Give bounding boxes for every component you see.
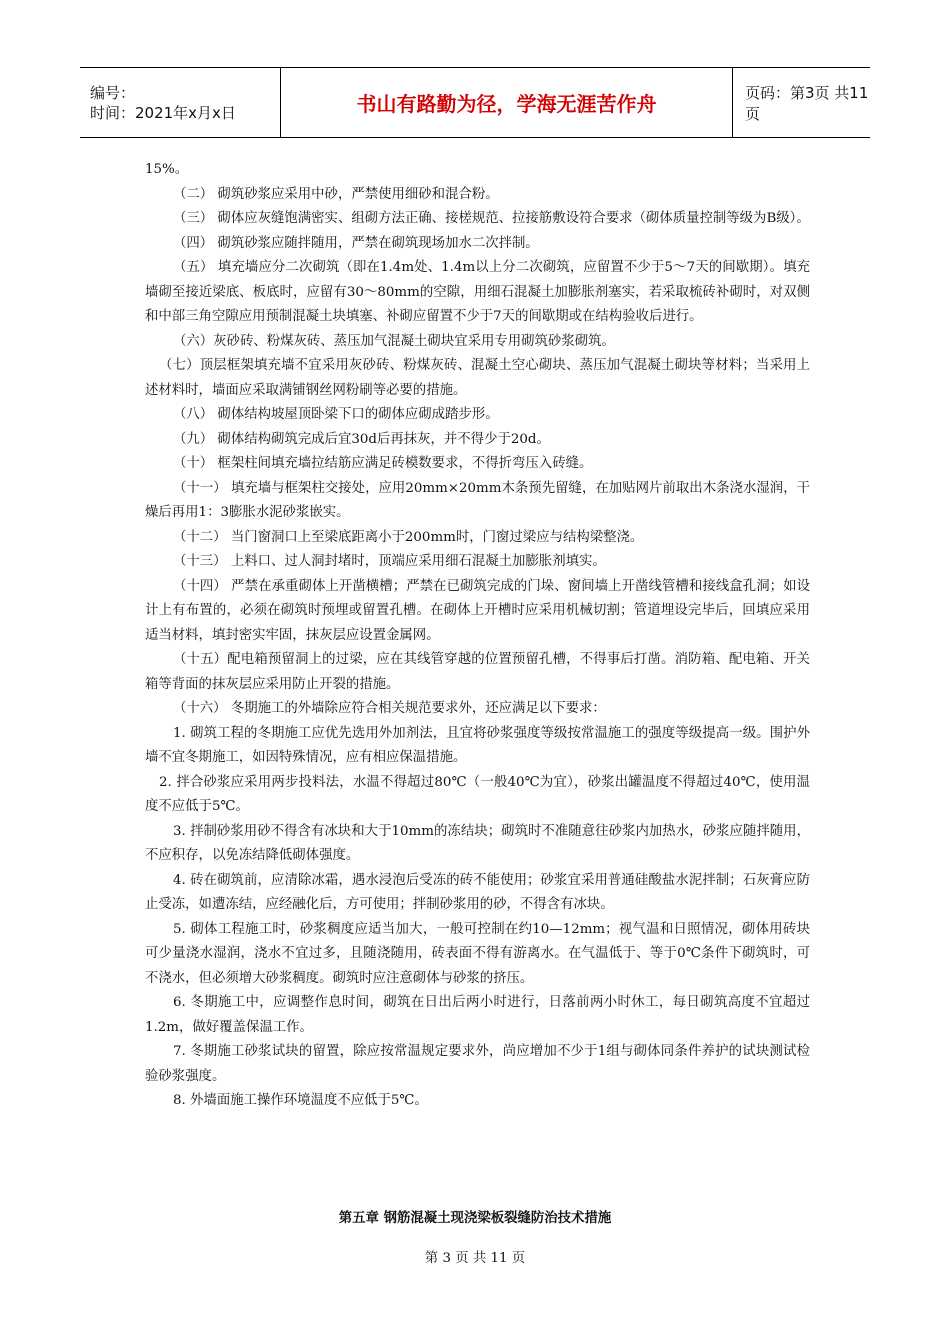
paragraph: 4. 砖在砌筑前，应清除冰霜，遇水浸泡后受冻的砖不能使用；砂浆宜采用普通硅酸盐水泥拌制；石灰膏应防止受冻，如遭冻结，应经融化后，方可使用；拌制砂浆用的砂，不得含有冰块。 [145, 872, 810, 912]
paragraph: （八） 砌体结构坡屋顶卧梁下口的砌体应砌成踏步形。 [173, 407, 499, 422]
document-date: 时间：2021年x月x日 [90, 103, 236, 122]
paragraph: （十五）配电箱预留洞上的过梁，应在其线管穿越的位置预留孔槽，不得事后打凿。消防箱、配电箱、开关箱等背面的抹灰层应采用防止开裂的措施。 [145, 652, 810, 692]
document-number-label: 编号： [90, 83, 136, 102]
paragraph: （九） 砌体结构砌筑完成后宜30d后再抹灰，并不得少于20d。 [173, 431, 550, 447]
paragraph: 8. 外墙面施工操作环境温度不应低于5℃。 [173, 1093, 428, 1108]
paragraph: 2. 拌合砂浆应采用两步投料法，水温不得超过80℃（一般40℃为宜），砂浆出罐温度不得超过40℃，使用温度不应低于5℃。 [145, 774, 810, 814]
header-page-number: 页码：第3页 共11页 [745, 83, 869, 123]
paragraph: （七）顶层框架填充墙不宜采用灰砂砖、粉煤灰砖、混凝土空心砌块、蒸压加气混凝土砌块等材料；当采用上述材料时，墙面应采取满铺钢丝网粉刷等必要的措施。 [145, 358, 810, 398]
paragraph: （四） 砌筑砂浆应随拌随用，严禁在砌筑现场加水二次拌制。 [173, 235, 539, 251]
page-header [80, 67, 870, 138]
paragraph: 3. 拌制砂浆用砂不得含有冰块和大于10mm的冻结块；砌筑时不准随意往砂浆内加热水，砂浆应随拌随用，不应积存，以免冻结降低砌体强度。 [145, 823, 810, 863]
paragraph: （五） 填充墙应分二次砌筑（即在1.4m处、1.4m以上分二次砌筑，应留置不少于5～7天的间歇期）。填充墙砌至接近梁底、板底时，应留有30～80mm的空隙，用细石混凝土加膨胀剂塞实，若采取梳砖补砌时，对双侧和中部三角空隙应用预制混凝土块填塞、补砌应留置不少于7天的间歇期或在结构验收后进行。 [145, 260, 810, 324]
header-meta [80, 68, 281, 137]
paragraph: （十六） 冬期施工的外墙除应符合相关规范要求外，还应满足以下要求： [173, 701, 606, 716]
paragraph: 5. 砌体工程施工时，砂浆稠度应适当加大，一般可控制在约10—12mm；视气温和日照情况，砌体用砖块可少量浇水湿润，浇水不宜过多，且随浇随用，砖表面不得有游离水。在气温低于、等于0℃条件下砌筑时，可不浇水，但必须增大砂浆稠度。砌筑时应注意砌体与砂浆的挤压。 [145, 921, 810, 986]
paragraph: 1. 砌筑工程的冬期施工应优先选用外加剂法，且宜将砂浆强度等级按常温施工的强度等级提高一级。围护外墙不宜冬期施工，如因特殊情况，应有相应保温措施。 [145, 725, 810, 765]
body-text [145, 158, 810, 1114]
page-footer: 第 3 页 共 11 页 [424, 1251, 526, 1266]
paragraph: （十四） 严禁在承重砌体上开凿横槽；严禁在已砌筑完成的门垛、窗间墙上开凿线管槽和接线盒孔洞；如设计上有布置的，必须在砌筑时预埋或留置孔槽。在砌体上开槽时应采用机械切割；管道埋设完毕后，回填应采用适当材料，填封密实牢固，抹灰层应设置金属网。 [145, 578, 810, 643]
chapter-title: 第五章 钢筋混凝土现浇梁板裂缝防治技术措施 [338, 1210, 612, 1226]
paragraph: （六）灰砂砖、粉煤灰砖、蒸压加气混凝土砌块宜采用专用砌筑砂浆砌筑。 [173, 333, 615, 349]
paragraph: （十） 框架柱间填充墙拉结筋应满足砖模数要求，不得折弯压入砖缝。 [173, 456, 593, 471]
header-motto: 书山有路勤为径，学海无涯苦作舟 [281, 68, 733, 137]
paragraph: 6. 冬期施工中，应调整作息时间，砌筑在日出后两小时进行，日落前两小时休工，每日砌筑高度不宜超过1.2m，做好覆盖保温工作。 [145, 995, 810, 1035]
paragraph: （二） 砌筑砂浆应采用中砂，严禁使用细砂和混合粉。 [173, 186, 499, 202]
paragraph: 15%。 [145, 162, 189, 177]
paragraph: （三） 砌体应灰缝饱满密实、组砌方法正确、接槎规范、拉接筋敷设符合要求（砌体质量控制等级为B级）。 [173, 211, 810, 226]
paragraph: （十三） 上料口、过人洞封堵时，顶端应采用细石混凝土加膨胀剂填实。 [173, 554, 606, 569]
paragraph: （十二） 当门窗洞口上至梁底距离小于200mm时，门窗过梁应与结构梁整浇。 [173, 529, 644, 545]
paragraph: （十一） 填充墙与框架柱交接处，应用20mm×20mm木条预先留缝，在加贴网片前取出木条浇水湿润，干燥后再用1：3膨胀水泥砂浆嵌实。 [145, 480, 810, 520]
paragraph: 7. 冬期施工砂浆试块的留置，除应按常温规定要求外，尚应增加不少于1组与砌体同条件养护的试块测试检验砂浆强度。 [145, 1044, 810, 1084]
